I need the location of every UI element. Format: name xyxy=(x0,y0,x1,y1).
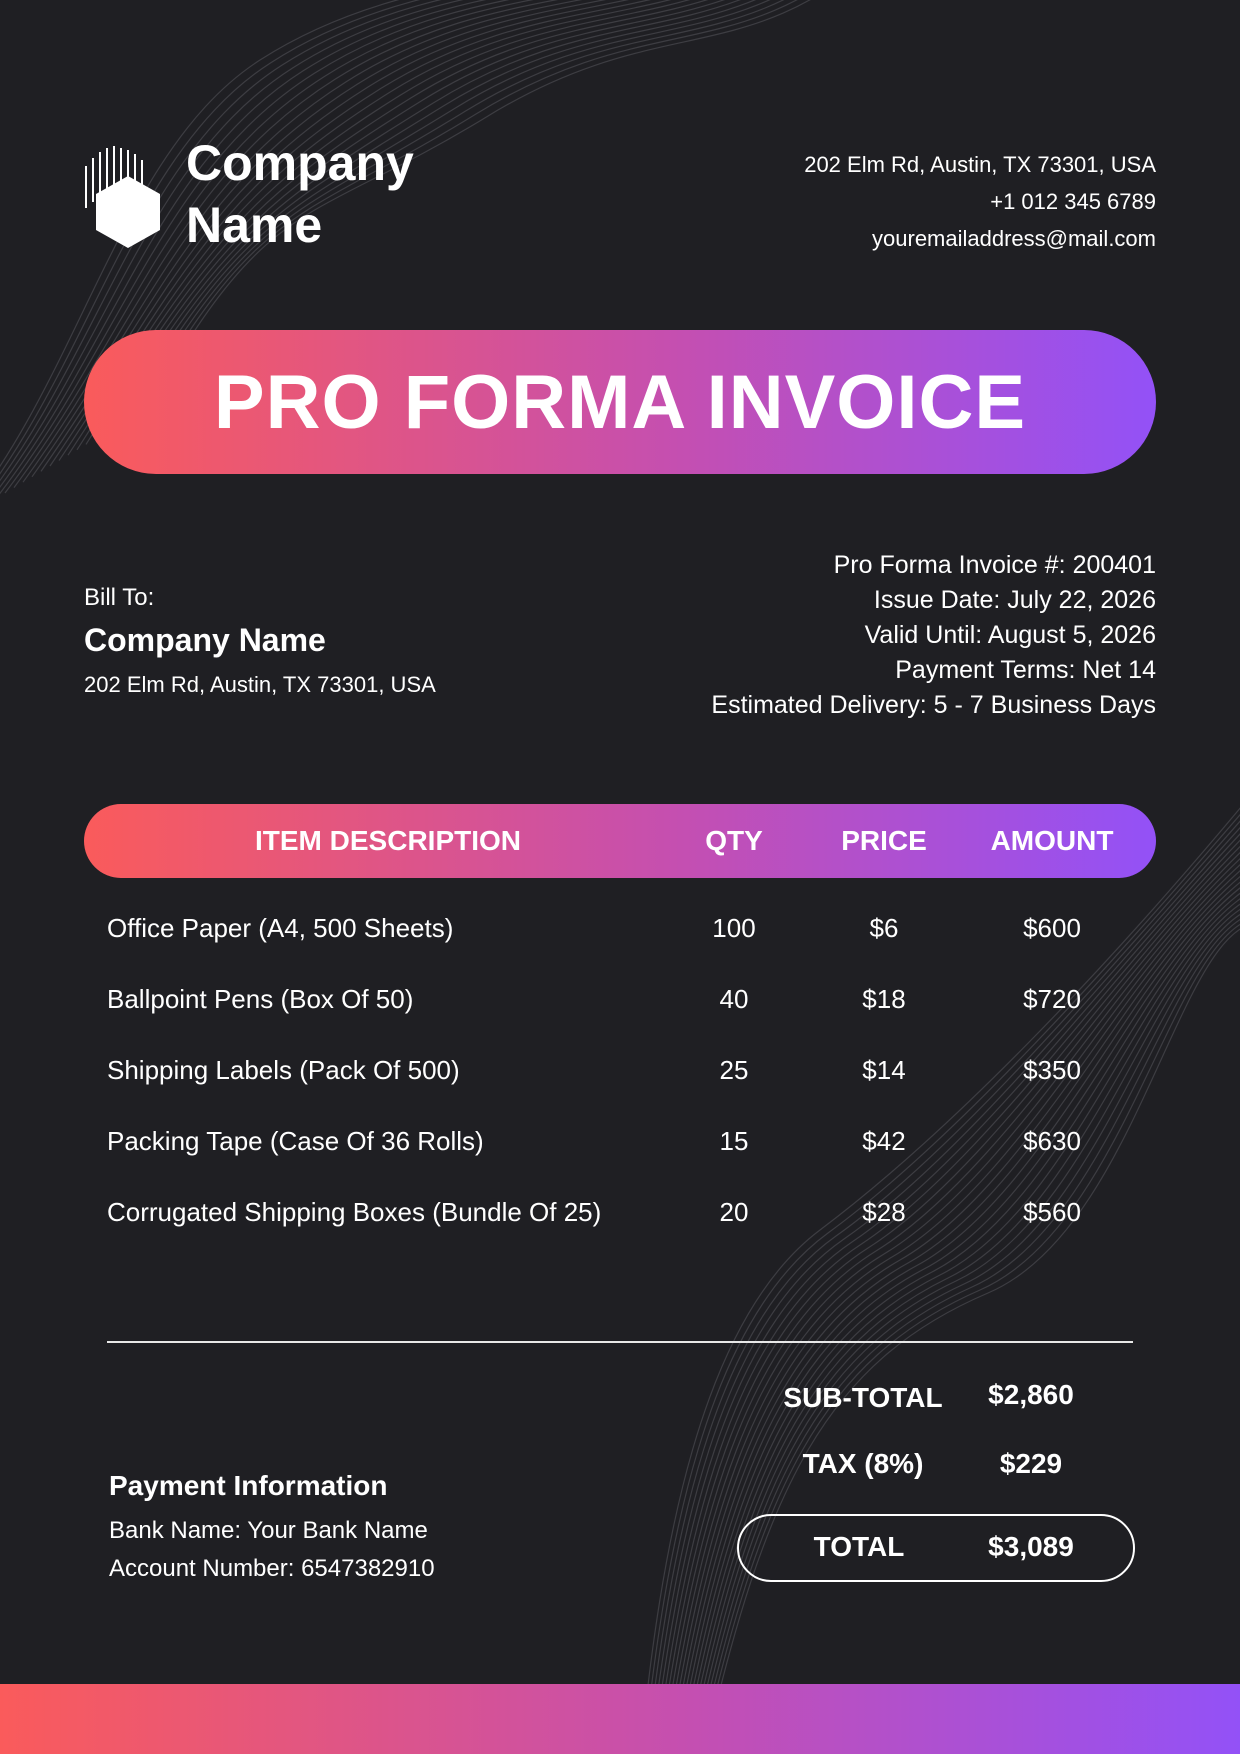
tax-label: TAX (8%) xyxy=(802,1448,924,1479)
row-amount: $600 xyxy=(1023,913,1081,943)
company-contact-block xyxy=(804,146,1156,257)
row-qty: 40 xyxy=(719,984,749,1014)
header-qty: QTY xyxy=(705,825,763,856)
bank-name: Bank Name: Your Bank Name xyxy=(109,1517,428,1544)
row-price: $42 xyxy=(862,1126,906,1156)
company-name-heading: Company Name xyxy=(186,135,414,253)
row-qty: 15 xyxy=(719,1126,749,1156)
bill-to-address: 202 Elm Rd, Austin, TX 73301, USA xyxy=(84,672,436,697)
table-row xyxy=(84,1035,1156,1106)
table-header xyxy=(84,804,1156,878)
row-price: $6 xyxy=(869,913,899,943)
valid-until: Valid Until: August 5, 2026 xyxy=(864,621,1156,649)
account-number: Account Number: 6547382910 xyxy=(109,1555,435,1582)
row-amount: $720 xyxy=(1023,984,1081,1014)
table-row xyxy=(84,964,1156,1035)
header-item-description: ITEM DESCRIPTION xyxy=(254,825,521,856)
bill-to-label: Bill To: xyxy=(84,584,155,611)
row-price: $18 xyxy=(862,984,906,1014)
total-value: $3,089 xyxy=(988,1531,1074,1562)
row-qty: 100 xyxy=(712,913,756,943)
footer-gradient-bar xyxy=(0,1684,1240,1754)
subtotal-value: $2,860 xyxy=(988,1379,1074,1410)
document-title: PRO FORMA INVOICE xyxy=(213,359,1027,445)
row-description: Corrugated Shipping Boxes (Bundle Of 25) xyxy=(107,1197,602,1227)
title-banner xyxy=(84,330,1156,474)
company-email: youremailaddress@mail.com xyxy=(872,226,1156,251)
issue-date: Issue Date: July 22, 2026 xyxy=(873,586,1156,614)
row-amount: $560 xyxy=(1023,1197,1081,1227)
row-description: Ballpoint Pens (Box Of 50) xyxy=(107,984,414,1014)
table-row xyxy=(84,1106,1156,1177)
row-description: Shipping Labels (Pack Of 500) xyxy=(107,1055,460,1085)
subtotal-label: SUB-TOTAL xyxy=(783,1382,943,1413)
company-phone: +1 012 345 6789 xyxy=(990,189,1156,214)
payment-terms: Payment Terms: Net 14 xyxy=(895,656,1156,684)
row-qty: 20 xyxy=(719,1197,749,1227)
payment-info-title: Payment Information xyxy=(109,1470,388,1501)
header-price: PRICE xyxy=(841,825,927,856)
row-description: Office Paper (A4, 500 Sheets) xyxy=(107,913,454,943)
table-row xyxy=(84,1177,1156,1248)
row-description: Packing Tape (Case Of 36 Rolls) xyxy=(107,1126,484,1156)
invoice-number: Pro Forma Invoice #: 200401 xyxy=(833,551,1156,579)
total-label: TOTAL xyxy=(813,1531,905,1562)
tax-value: $229 xyxy=(999,1448,1063,1479)
row-amount: $350 xyxy=(1023,1055,1081,1085)
row-price: $14 xyxy=(862,1055,906,1085)
company-logo-icon xyxy=(84,146,164,256)
company-address: 202 Elm Rd, Austin, TX 73301, USA xyxy=(804,152,1156,177)
bill-to-company: Company Name xyxy=(84,622,326,658)
header-amount: AMOUNT xyxy=(990,825,1114,856)
row-qty: 25 xyxy=(719,1055,749,1085)
row-price: $28 xyxy=(862,1197,906,1227)
invoice-meta-block xyxy=(711,548,1156,723)
row-amount: $630 xyxy=(1023,1126,1081,1156)
estimated-delivery: Estimated Delivery: 5 - 7 Business Days xyxy=(711,691,1156,719)
table-row xyxy=(84,893,1156,964)
totals-divider xyxy=(107,1341,1133,1343)
table-body xyxy=(84,893,1156,1248)
